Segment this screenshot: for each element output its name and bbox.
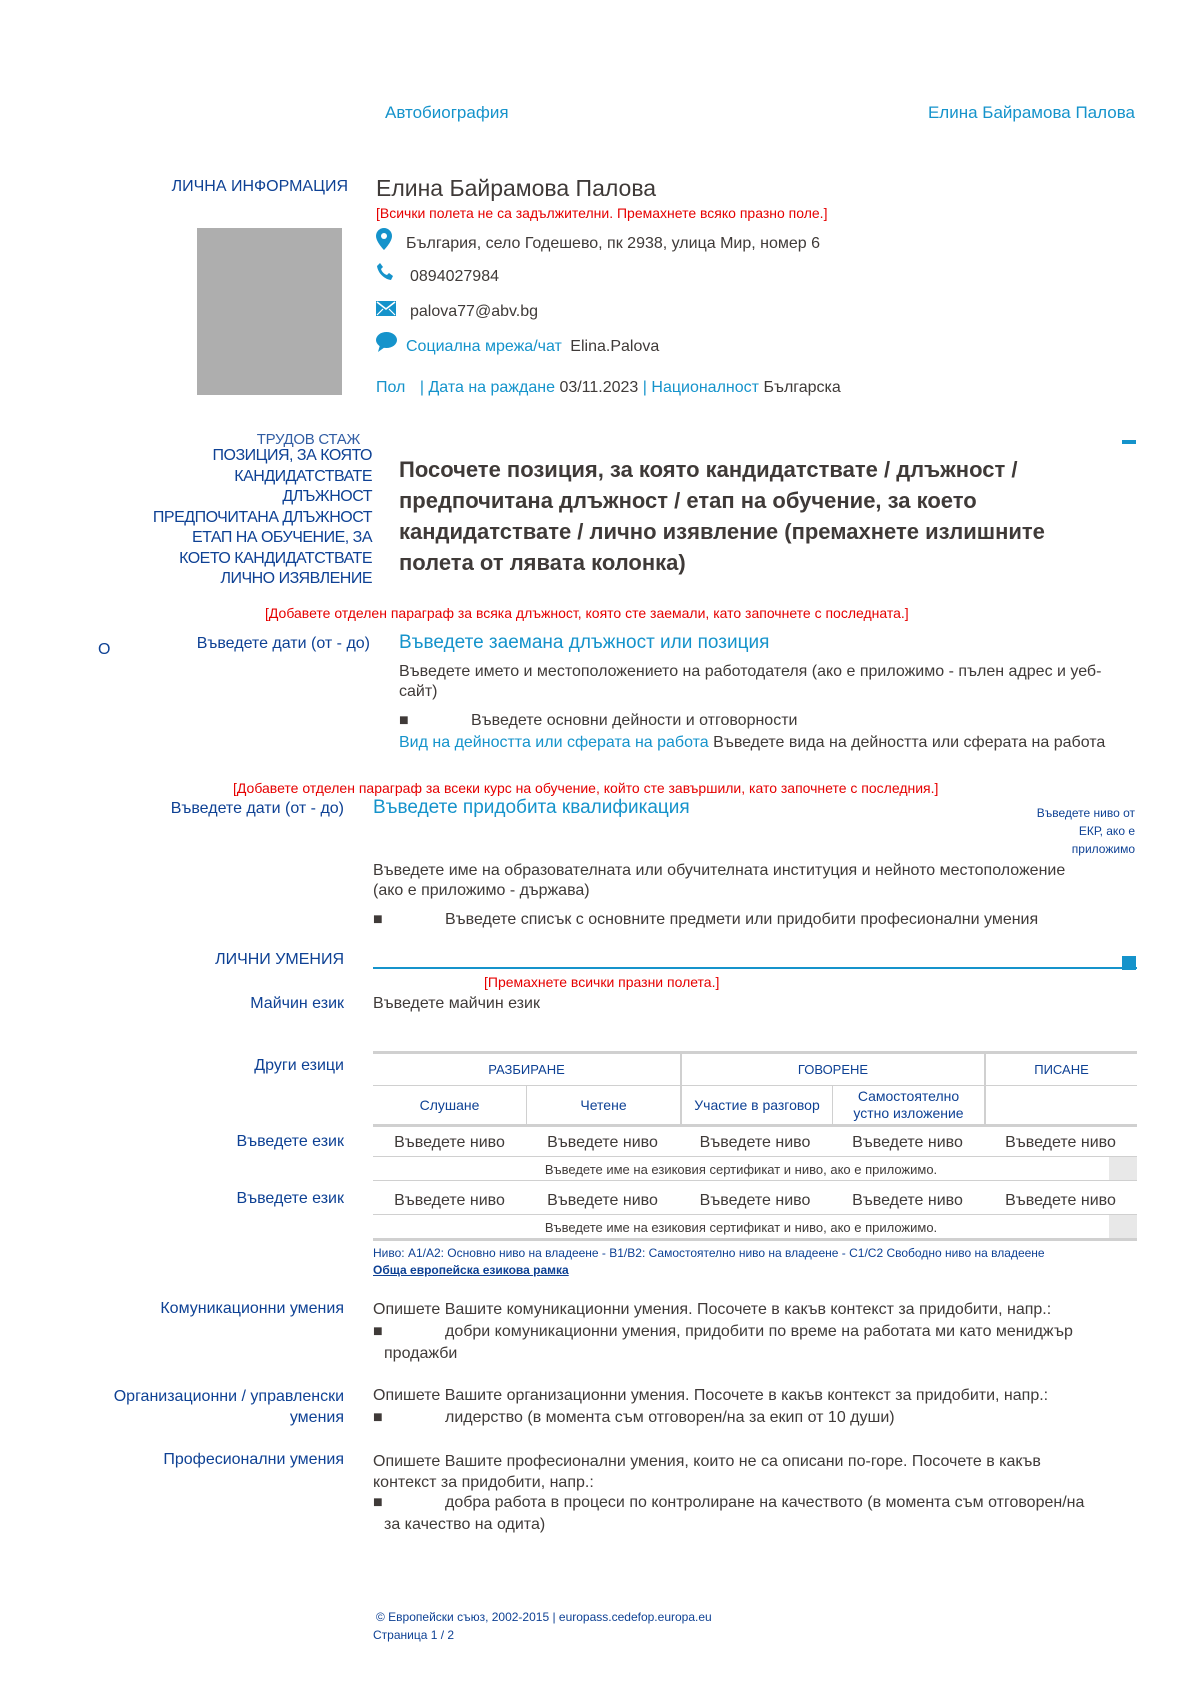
- communication-bullet-text: добри комуникационни умения, придобити по време на работата ми като мениджър: [445, 1323, 1073, 1340]
- institution-line: Въведете име на образователната или обучителната институция и нейното местоположение: [373, 862, 1066, 879]
- certificate-text: Въведете име на езиковия сертификат и ниво, ако е приложимо.: [544, 1219, 938, 1235]
- photo-placeholder: [197, 228, 342, 395]
- level-cell[interactable]: Въведете ниво: [699, 1192, 811, 1209]
- professional-bullet-text-cont: за качество на одита): [384, 1516, 546, 1533]
- activity-text: Въведете основни дейности и отговорности: [471, 712, 798, 729]
- ekr-line: приложимо: [1071, 842, 1135, 856]
- header-understanding: [373, 1054, 682, 1085]
- social-row: [406, 338, 659, 356]
- subjects-bullet: ■: [373, 911, 383, 928]
- education-title: Въведете придобита квалификация: [373, 797, 690, 818]
- organizational-text: Опишете Вашите организационни умения. Посочете в какъв контекст за придобити, напр.:: [373, 1387, 1049, 1404]
- address: България, село Годешево, пк 2938, улица Мир, номер 6: [406, 235, 821, 252]
- organizational-label-line: Организационни / управленски: [113, 1388, 344, 1405]
- level-cell[interactable]: Въведете ниво: [547, 1192, 658, 1209]
- nationality-label: Националност: [651, 379, 759, 396]
- communication-bullet-text-cont: продажби: [384, 1345, 458, 1362]
- subheader-text: Слушане: [419, 1097, 480, 1113]
- position-label-line: ПРЕДПОЧИТАНА ДЛЪЖНОСТ: [152, 508, 372, 526]
- level-cell[interactable]: Въведете ниво: [394, 1134, 505, 1151]
- header-understanding-text: РАЗБИРАНЕ: [488, 1062, 565, 1077]
- personal-note: [Всички полета не са задължителни. Премахнете всяко празно поле.]: [376, 205, 828, 221]
- position-label-line: ЛИЧНО ИЗЯВЛЕНИЕ: [220, 570, 372, 587]
- gender-label: Пол: [376, 379, 406, 396]
- table-rule: [373, 1124, 1137, 1127]
- position-left-labels: [153, 446, 372, 590]
- position-label-line: ЕТАП НА ОБУЧЕНИЕ, ЗА: [191, 529, 372, 546]
- position-line: полета от лявата колонка): [399, 550, 686, 575]
- professional-label: Професионални умения: [163, 1451, 344, 1468]
- chat-bubble-icon: [376, 332, 397, 352]
- table-bottom-rule: [373, 1238, 1137, 1241]
- certificate-row: [373, 1158, 1109, 1180]
- separator: |: [419, 379, 424, 396]
- position-line: Посочете позиция, за която кандидатствате / длъжност /: [399, 457, 1018, 482]
- sector-value: Въведете вида на дейността или сферата на работа: [713, 734, 1106, 751]
- institution-line: (ако е приложимо - държава): [373, 882, 590, 899]
- professional-bullet-text: добра работа в процеси по контролиране на качеството (в момента съм отговорен/на: [445, 1494, 1085, 1511]
- organizational-bullet-text: лидерство (в момента съм отговорен/на за екип от 10 души): [445, 1409, 895, 1426]
- education-note: [Добавете отделен параграф за всеки курс на обучение, който сте завършили, като започнете с последния.]: [233, 780, 939, 796]
- certificate-filler: [1109, 1157, 1137, 1180]
- table-rule: [373, 1214, 1137, 1215]
- professional-text-line: контекст за придобити, напр.:: [373, 1474, 594, 1491]
- subheader-text: Четене: [580, 1097, 627, 1113]
- social-label: Социална мрежа/чат: [406, 338, 562, 355]
- level-cell[interactable]: Въведете ниво: [394, 1192, 505, 1209]
- footer-page-number: Страница 1 / 2: [373, 1628, 455, 1642]
- position-line: предпочитана длъжност / етап на обучение, за което: [399, 488, 977, 513]
- header-speaking: [682, 1054, 986, 1085]
- phone-icon: [376, 262, 396, 282]
- stray-letter: О: [98, 641, 111, 658]
- position-label-line: КОЕТО КАНДИДАТСТВАТЕ: [179, 549, 372, 567]
- ekr-line: Въведете ниво от: [1036, 806, 1135, 820]
- level-cell[interactable]: Въведете ниво: [1005, 1192, 1116, 1209]
- activity-bullet: ■: [399, 712, 409, 729]
- subheader-interaction: [682, 1086, 833, 1124]
- dob-label: Дата на раждане: [428, 379, 555, 396]
- level-cell[interactable]: Въведете ниво: [1005, 1134, 1116, 1151]
- education-dates: Въведете дати (от - до): [170, 800, 344, 817]
- header-title: Автобиография: [385, 103, 509, 122]
- location-pin-icon: [376, 228, 392, 250]
- framework-link[interactable]: Обща европейска езикова рамка: [373, 1263, 569, 1277]
- email-icon: [376, 301, 396, 316]
- organizational-label: [114, 1386, 344, 1428]
- experience-title: Въведете заемана длъжност или позиция: [399, 632, 770, 653]
- footer-copyright: © Европейски съюз, 2002-2015 | europass.cedefop.europa.eu: [376, 1610, 712, 1624]
- position-label-line: КАНДИДАТСТВАТЕ: [234, 467, 372, 485]
- language-name: Въведете език: [236, 1190, 344, 1207]
- table-rule: [373, 1180, 1137, 1181]
- employer: [399, 662, 1101, 702]
- professional-text: [373, 1451, 1041, 1493]
- communication-text: Опишете Вашите комуникационни умения. Посочете в какъв контекст за придобити, напр.:: [373, 1301, 1052, 1318]
- full-name: Елина Байрамова Палова: [376, 175, 657, 201]
- experience-dates: Въведете дати (от - до): [196, 635, 370, 652]
- employer-line: Въведете името и местоположението на работодателя (ако е приложимо - пълен адрес и уеб-: [399, 663, 1102, 680]
- social-value: Elina.Palova: [570, 338, 660, 355]
- position-line: кандидатствате / лично изявление (премахнете излишните: [399, 519, 1045, 544]
- level-legend: Ниво: A1/A2: Основно ниво на владеене - B1/B2: Самостоятелно ниво на владеене - C1/C2 Свободно ниво на владеене: [373, 1246, 1045, 1260]
- email[interactable]: palova77@abv.bg: [410, 303, 539, 320]
- sector-row: [399, 734, 1105, 752]
- level-cell[interactable]: Въведете ниво: [699, 1134, 811, 1151]
- position-label-line: ПОЗИЦИЯ, ЗА КОЯТО: [212, 447, 372, 464]
- separator: |: [642, 379, 647, 396]
- other-languages-label: Други езици: [254, 1057, 344, 1074]
- mother-tongue-value: Въведете майчин език: [373, 995, 540, 1012]
- level-cell[interactable]: Въведете ниво: [852, 1192, 963, 1209]
- professional-bullet: ■: [373, 1494, 383, 1511]
- organizational-label-line: умения: [289, 1409, 344, 1426]
- skills-note: [Премахнете всички празни полета.]: [484, 974, 720, 990]
- position-label-line: ДЛЪЖНОСТ: [282, 488, 372, 505]
- demographics-row: [376, 379, 841, 397]
- level-cell[interactable]: Въведете ниво: [852, 1134, 963, 1151]
- work-experience-label-overlap: ТРУДОВ СТАЖ: [256, 431, 360, 448]
- ekr-level: [1037, 804, 1135, 858]
- skills-label: ЛИЧНИ УМЕНИЯ: [215, 951, 344, 968]
- communication-label: Комуникационни умения: [160, 1300, 344, 1317]
- table-rule: [373, 1156, 1137, 1157]
- subjects-text: Въведете списък с основните предмети или придобити професионални умения: [445, 911, 1039, 928]
- nationality-value: Българска: [763, 379, 841, 396]
- subheader-listening: [373, 1086, 527, 1124]
- certificate-filler: [1109, 1215, 1137, 1238]
- certificate-row: [373, 1216, 1109, 1238]
- subheader-text: Участие в разговор: [694, 1097, 820, 1113]
- personal-info-label: ЛИЧНА ИНФОРМАЦИЯ: [171, 178, 348, 195]
- header-writing: [986, 1054, 1137, 1085]
- header-speaking-text: ГОВОРЕНЕ: [797, 1062, 869, 1077]
- header-writing-text: ПИСАНЕ: [1034, 1062, 1089, 1077]
- section-marker: [1122, 440, 1136, 444]
- subheader-reading: [527, 1086, 682, 1124]
- section-divider-end: [1122, 956, 1136, 970]
- experience-note: [Добавете отделен параграф за всяка длъжност, която сте заемали, като започнете с последната.]: [265, 605, 909, 621]
- communication-bullet: ■: [373, 1323, 383, 1340]
- employer-line: сайт): [399, 683, 438, 700]
- language-levels-row: [373, 1192, 1137, 1210]
- phone: 0894027984: [410, 268, 499, 285]
- subheader-production: [833, 1086, 986, 1124]
- language-levels-row: [373, 1134, 1137, 1152]
- mother-tongue-label: Майчин език: [250, 995, 344, 1012]
- subheader-text: Самостоятелно: [857, 1088, 960, 1104]
- ekr-line: ЕКР, ако е: [1078, 824, 1135, 838]
- sector-label: Вид на дейността или сферата на работа: [399, 734, 709, 751]
- header-name: Елина Байрамова Палова: [927, 103, 1135, 122]
- organizational-bullet: ■: [373, 1409, 383, 1426]
- language-name: Въведете език: [236, 1133, 344, 1150]
- professional-text-line: Опишете Вашите професионални умения, които не са описани по-горе. Посочете в какъв: [373, 1453, 1041, 1470]
- section-divider: [373, 967, 1137, 969]
- institution: [373, 861, 1065, 901]
- subheader-text: устно изложение: [853, 1105, 964, 1121]
- certificate-text: Въведете име на езиковия сертификат и ниво, ако е приложимо.: [544, 1161, 938, 1177]
- position-statement: [399, 454, 1045, 578]
- level-cell[interactable]: Въведете ниво: [547, 1134, 658, 1151]
- dob-value: 03/11.2023: [559, 379, 639, 396]
